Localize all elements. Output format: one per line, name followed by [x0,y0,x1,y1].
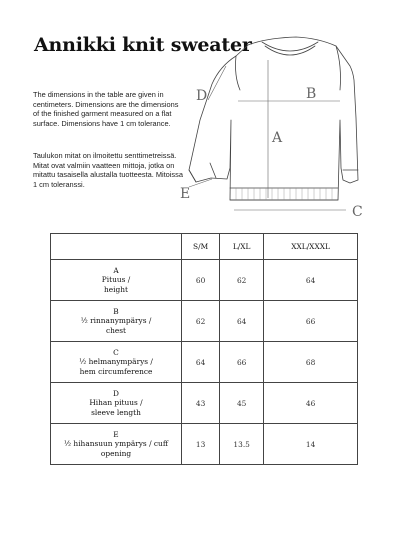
value-cell: 64 [182,342,220,383]
row-label [51,260,182,301]
value-cell: 13.5 [220,424,264,465]
value-cell: 45 [220,383,264,424]
value-cell: 62 [220,260,264,301]
row-label-line1: Pituus / [101,275,131,285]
page-title: Annikki knit sweater [34,34,252,56]
header-size-l-xl: L/XL [220,234,264,260]
value-cell: 64 [264,260,358,301]
value-cell: 66 [220,342,264,383]
table-row [51,383,358,424]
row-label [51,383,182,424]
letter-d: D [196,88,208,104]
row-label-line1: ½ helmanympärys / [79,357,153,367]
table-row [51,260,358,301]
table-row [51,424,358,465]
row-label [51,342,182,383]
row-letter: D [113,388,119,398]
row-letter: E [113,429,119,439]
row-label-line2: sleeve length [91,407,141,417]
letter-c: C [352,204,363,220]
value-cell: 66 [264,301,358,342]
row-letter: B [113,306,119,316]
letter-b: B [306,86,317,102]
row-label-line2: chest [105,325,127,335]
value-cell: 60 [182,260,220,301]
size-table-header-row [51,234,358,260]
value-cell: 68 [264,342,358,383]
description-finnish: Taulukon mitat on ilmoitettu senttimetreissä. Mitat ovat valmiin vaatteen mittoja, jotka on mitattu tasaisella alustalla tuotteesta. Mitoissa 1 cm toleranssi. [33,151,183,189]
value-cell: 13 [182,424,220,465]
header-size-s-m: S/M [182,234,220,260]
row-letter: C [113,347,119,357]
row-label [51,301,182,342]
row-label-line2: height [104,284,128,294]
letter-e: E [180,186,191,202]
measure-line-d [208,66,226,100]
row-label-line1: ½ hihansuun ympärys / cuff [63,439,169,449]
header-size-xxl-xxxl: XXL/XXXL [264,234,358,260]
measure-line-e [189,179,212,187]
row-label-line2: hem circumference [79,366,153,376]
table-row [51,301,358,342]
row-label [51,424,182,465]
value-cell: 14 [264,424,358,465]
description-english: The dimensions in the table are given in centimeters. Dimensions are the dimensions of the finished garment measured on a flat surface. Dimensions have 1 cm tolerance. [33,90,179,128]
value-cell: 62 [182,301,220,342]
row-label-line2: opening [100,448,132,458]
row-label-line1: Hihan pituus / [89,398,143,408]
value-cell: 43 [182,383,220,424]
row-label-line1: ½ rinnanympärys / [80,316,152,326]
letter-a: A [272,130,283,146]
header-empty-cell [51,234,182,260]
row-letter: A [113,265,119,275]
table-row [51,342,358,383]
value-cell: 46 [264,383,358,424]
value-cell: 64 [220,301,264,342]
sweater-outline [189,37,358,200]
size-table [50,233,358,465]
sweater-measurement-diagram [170,30,380,230]
